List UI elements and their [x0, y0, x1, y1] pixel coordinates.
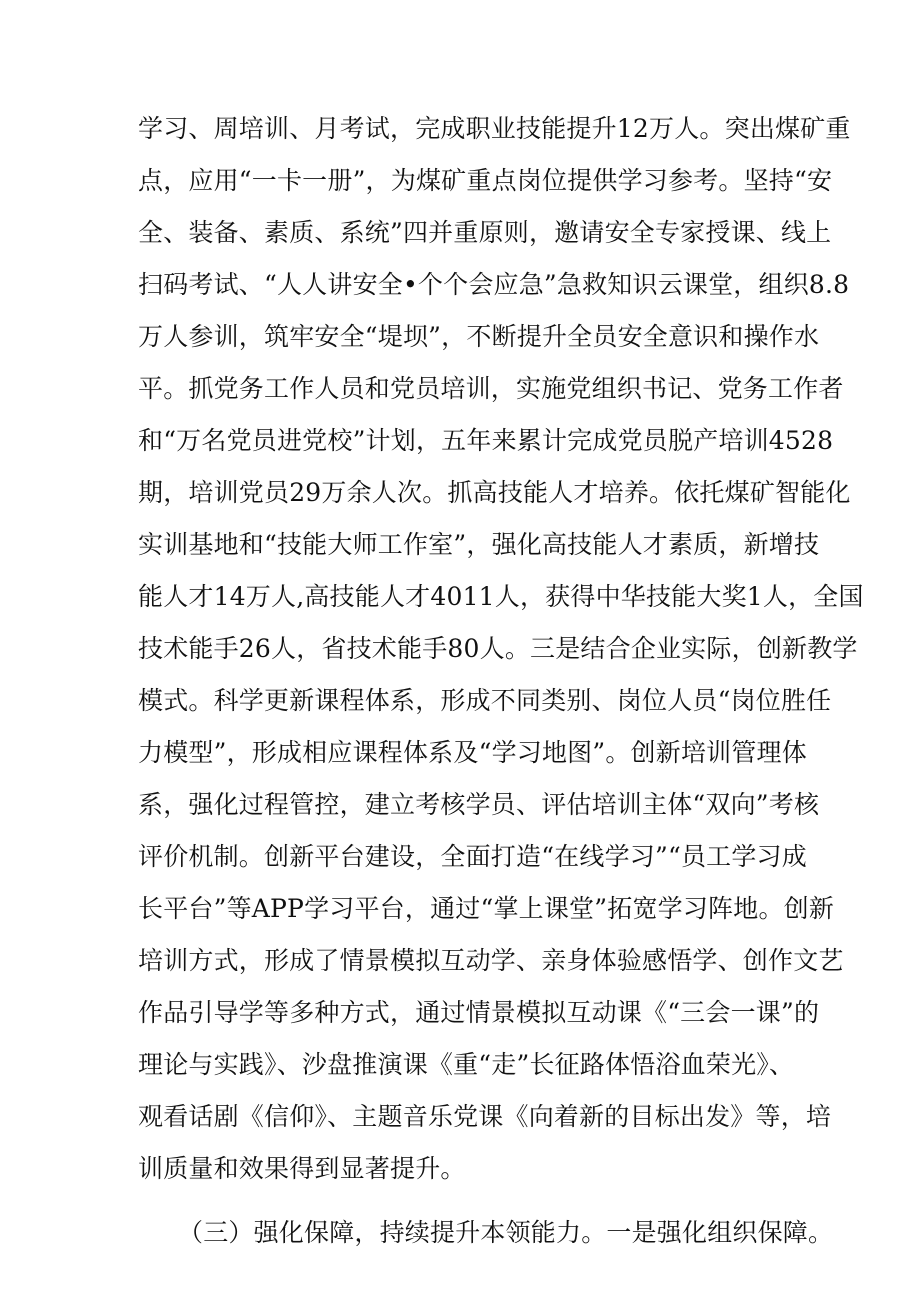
text-line: 能人才14万人,高技能人才4011人，获得中华技能大奖1人，全国: [138, 582, 864, 611]
text-line: 力模型”，形成相应课程体系及“学习地图”。创新培训管理体: [138, 738, 807, 767]
text-line: 技术能手26人，省技术能手80人。三是结合企业实际，创新教学: [138, 634, 858, 663]
text-line: 长平台”等APP学习平台，通过“掌上课堂”拓宽学习阵地。创新: [138, 894, 835, 923]
text-line: 期，培训党员29万余人次。抓高技能人才培养。依托煤矿智能化: [138, 478, 851, 507]
text-line: 观看话剧《信仰》、主题音乐党课《向着新的目标出发》等，培: [138, 1102, 832, 1131]
text-line: 系，强化过程管控，建立考核学员、评估培训主体“双向”考核: [138, 790, 820, 819]
text-line: 训质量和效果得到显著提升。: [138, 1154, 466, 1183]
text-line: 平。抓党务工作人员和党员培训，实施党组织书记、党务工作者: [138, 374, 844, 403]
text-line: 培训方式，形成了情景模拟互动学、亲身体验感悟学、创作文艺: [138, 946, 844, 975]
text-line: 扫码考试、“人人讲安全•个个会应急”急救知识云课堂，组织8.8: [138, 270, 850, 299]
text-line: 实训基地和“技能大师工作室”，强化高技能人才素质，新增技: [138, 530, 820, 559]
text-line: 点，应用“一卡一册”，为煤矿重点岗位提供学习参考。坚持“安: [138, 166, 833, 195]
text-line: 评价机制。创新平台建设，全面打造“在线学习”“员工学习成: [138, 842, 807, 871]
text-line: 学习、周培训、月考试，完成职业技能提升12万人。突出煤矿重: [138, 114, 851, 143]
text-line: 全、装备、素质、系统”四并重原则，邀请安全专家授课、线上: [138, 218, 832, 247]
section-heading-line: （三）强化保障，持续提升本领能力。一是强化组织保障。: [178, 1218, 834, 1247]
text-line: 作品引导学等多种方式，通过情景模拟互动课《“三会一课”的: [138, 998, 820, 1027]
text-line: 和“万名党员进党校”计划，五年来累计完成党员脱产培训4528: [138, 426, 834, 455]
text-line: 理论与实践》、沙盘推演课《重“走”长征路体悟浴血荣光》、: [138, 1050, 795, 1079]
text-line: 万人参训，筑牢安全“堤坝”，不断提升全员安全意识和操作水: [138, 322, 820, 351]
text-line: 模式。科学更新课程体系，形成不同类别、岗位人员“岗位胜任: [138, 686, 832, 715]
